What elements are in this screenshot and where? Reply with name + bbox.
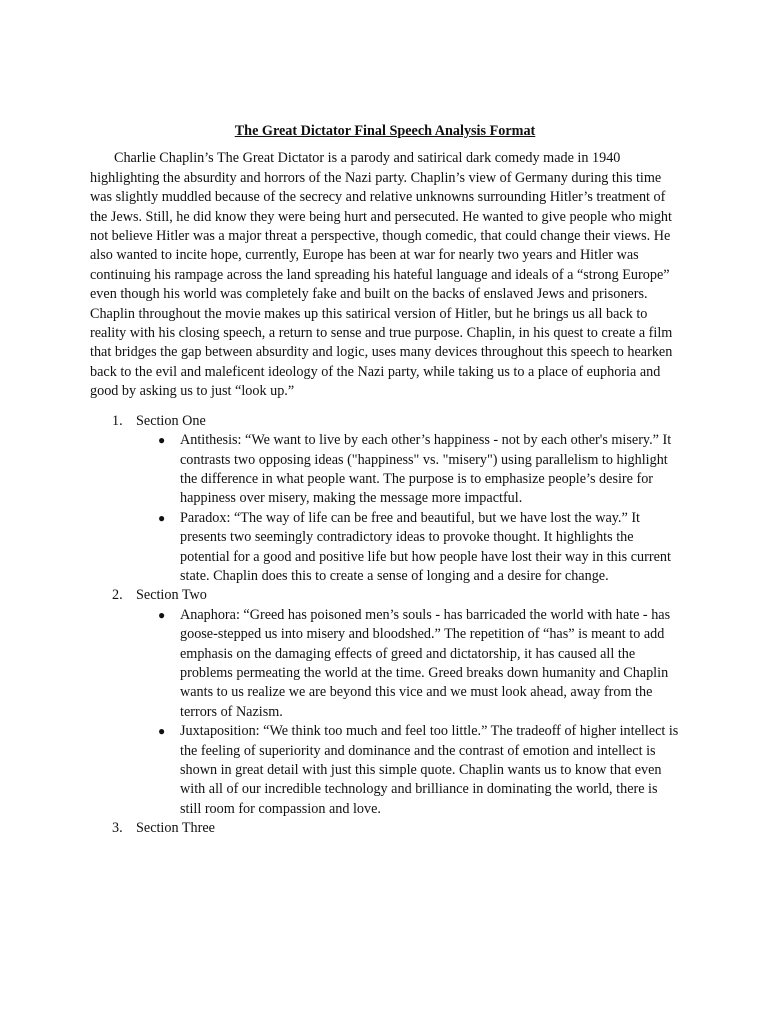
section-number: 1. <box>112 412 123 429</box>
document-title: The Great Dictator Final Speech Analysis Format <box>234 123 536 139</box>
section-item <box>90 819 680 838</box>
bullet-icon: ● <box>158 510 166 525</box>
bullet-icon: ● <box>158 724 166 739</box>
section-title: Section One <box>136 412 206 429</box>
bullet-icon: ● <box>158 433 166 448</box>
point-text: Anaphora: “Greed has poisoned men’s souls - has barricaded the world with hate - has goose-stepped us into misery and bloodshed.” The repetition of “has” is meant to add emphasis on the damaging effects of greed and dictatorship, it has caused all the problems permeating the world at the time. Greed breaks down humanity and Chaplin wants to us realize we are beyond this vice and we must look ahead, away from the terrors of Nazism. <box>180 606 671 720</box>
point-text: Juxtaposition: “We think too much and feel too little.” The tradeoff of higher intellect is the feeling of superiority and dominance and the contrast of emotion and intellect is shown in great detail with just this simple quote. Chaplin wants us to know that even with all of our incredible technology and brilliance in dominating the world, there is still room for compassion and love. <box>180 723 679 817</box>
section-item <box>90 586 680 819</box>
point-list <box>136 431 680 586</box>
section-title: Section Three <box>136 820 215 837</box>
point-text: Antithesis: “We want to live by each other’s happiness - not by each other's misery.” It contrasts two opposing ideas ("happiness" vs. "misery") using parallelism to highlight the difference in what people want. The purpose is to emphasize people’s desire for happiness over misery, making the message more impactful. <box>180 432 672 507</box>
point-text: Paradox: “The way of life can be free and beautiful, but we have lost the way.” It presents two seemingly contradictory ideas to provoke thought. It highlights the potential for a good and positive life but how people have lost their way in this current state. Chaplin does this to create a sense of longing and a desire for change. <box>180 509 671 584</box>
bullet-point <box>136 606 680 722</box>
document-body <box>90 122 680 839</box>
bullet-icon: ● <box>158 607 166 622</box>
intro-paragraph: Charlie Chaplin’s The Great Dictator is a parody and satirical dark comedy made in 1940 highlighting the absurdity and horrors of the Nazi party. Chaplin’s view of Germany during this time was slightly muddled because of the secrecy and relative unknowns surrounding Hitler’s treatment of the Jews. Still, he did know they were being hurt and persecuted. He wanted to give people who might not believe Hitler was a major threat a perspective, though comedic, that could change their views. He also wanted to incite hope, currently, Europe has been at war for nearly two years and Hitler was continuing his rampage across the land spreading his hateful language and ideals of a “strong Europe” even though his world was completely fake and built on the backs of enslaved Jews and prisoners. Chaplin throughout the movie makes up this satirical version of Hitler, but he brings us all back to reality with his closing speech, a return to sense and true purpose. Chaplin, in his quest to create a film that bridges the gap between absurdity and logic, uses many devices throughout this speech to hearken back to the evil and maleficent ideology of the Nazi party, while taking us to a place of euphoria and good by asking us to just “look up.” <box>90 150 673 400</box>
section-item <box>90 412 680 587</box>
bullet-point <box>136 509 680 587</box>
section-list <box>90 412 680 839</box>
section-number: 3. <box>112 820 123 837</box>
bullet-point <box>136 722 680 819</box>
point-list <box>136 606 680 819</box>
section-title: Section Two <box>136 587 207 604</box>
bullet-point <box>136 431 680 509</box>
section-number: 2. <box>112 587 123 604</box>
